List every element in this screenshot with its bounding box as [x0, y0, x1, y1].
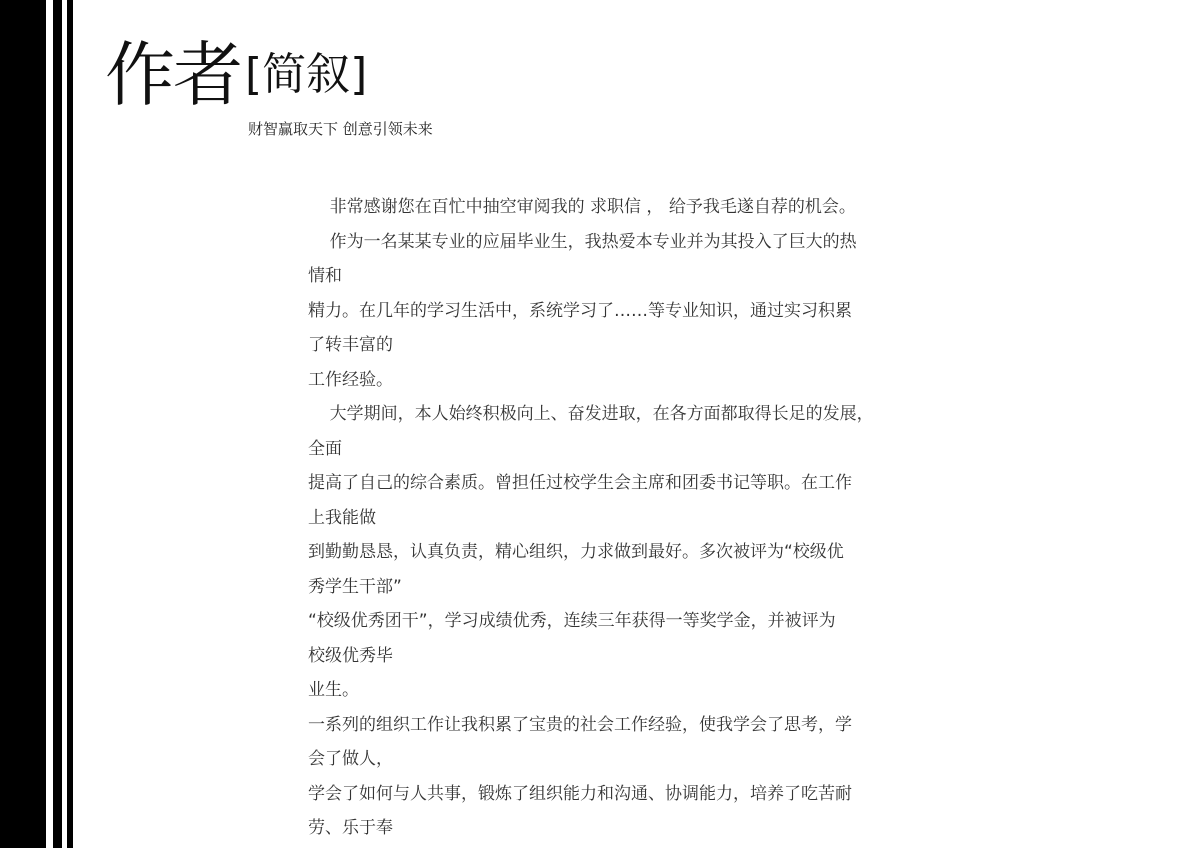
text-line: 一系列的组织工作让我积累了宝贵的社会工作经验，使我学会了思考，学 — [308, 714, 852, 735]
text-line: “校级优秀团干”，学习成绩优秀，连续三年获得一等奖学金，并被评为 — [308, 611, 836, 631]
page-title-sub: [简叙] — [245, 49, 368, 100]
text-line: 情和 — [308, 266, 342, 286]
text-line: 精力。在几年的学习生活中，系统学习了……等专业知识，通过实习积累 — [308, 300, 852, 321]
text-line: 业生。 — [308, 680, 359, 700]
text-line: 大学期间，本人始终积极向上、奋发进取，在各方面都取得长足的发展， — [308, 404, 874, 424]
text-line: 全面 — [308, 438, 342, 459]
text-line: 作为一名某某专业的应届毕业生，我热爱本专业并为其投入了巨大的热 — [308, 231, 857, 252]
text-line: 秀学生干部” — [308, 576, 402, 597]
decorative-bar-wide — [0, 0, 46, 848]
page-title-main: 作者 — [105, 34, 241, 116]
decorative-bar-thin — [67, 0, 73, 848]
text-line: 劳、乐于奉 — [308, 818, 393, 838]
text-line: 非常感谢您在百忙中抽空审阅我的 求职信 ， 给予我毛遂自荐的机会。 — [308, 197, 856, 217]
page-title — [105, 30, 367, 120]
text-line: 了转丰富的 — [308, 335, 393, 355]
text-line: 到勤勤恳恳，认真负责，精心组织，力求做到最好。多次被评为“校级优 — [308, 542, 844, 562]
cover-letter-body — [308, 190, 948, 846]
slogan: 财智赢取天下 创意引领未来 — [248, 120, 433, 138]
text-line: 校级优秀毕 — [308, 645, 393, 666]
decorative-bar-medium — [53, 0, 62, 848]
text-line: 提高了自己的综合素质。曾担任过校学生会主席和团委书记等职。在工作 — [308, 473, 852, 493]
text-line: 工作经验。 — [308, 369, 393, 390]
text-line: 上我能做 — [308, 507, 376, 528]
text-line: 学会了如何与人共事，锻炼了组织能力和沟通、协调能力，培养了吃苦耐 — [308, 783, 852, 804]
text-line: 会了做人， — [308, 749, 393, 769]
